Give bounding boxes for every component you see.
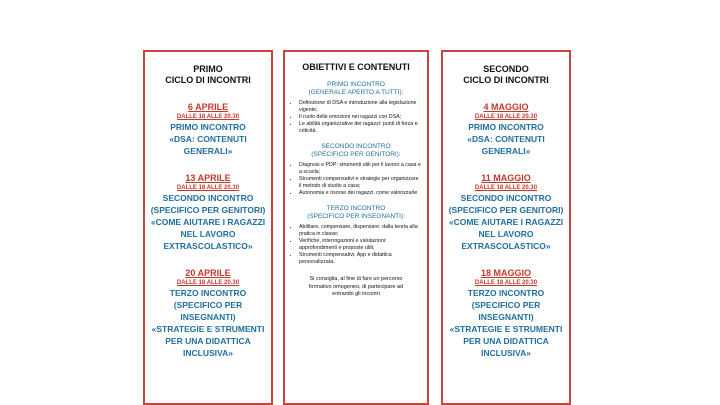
title-line: TERZO INCONTRO xyxy=(326,205,386,212)
section-title xyxy=(285,205,427,221)
event-date: 20 APRILE xyxy=(185,268,231,278)
title-line: (SPECIFICO PER GENITORI) xyxy=(448,205,564,215)
second-cycle-panel xyxy=(441,50,571,405)
title-line: SECONDO INCONTRO xyxy=(162,193,254,203)
title-line: PRIMO INCONTRO xyxy=(327,81,385,88)
objectives-section xyxy=(285,205,427,266)
title-line: (SPECIFICO PER INSEGNANTI) xyxy=(471,300,541,322)
event-date: 18 MAGGIO xyxy=(480,268,531,278)
title-line: NEL LAVORO xyxy=(478,229,534,239)
heading-line: SECONDO xyxy=(483,64,529,74)
event-date: 11 MAGGIO xyxy=(481,173,531,183)
title-line: «DSA: CONTENUTI xyxy=(169,134,247,144)
event-block xyxy=(145,173,271,252)
title-line: PER UNA DIDATTICA xyxy=(463,336,549,346)
list-item: • Strumenti compensativi, App e didattica personalizzata. xyxy=(299,252,421,266)
title-line: (SPECIFICO PER INSEGNANTI): xyxy=(307,213,405,220)
title-line: GENERALI» xyxy=(183,146,233,156)
title-line: SECONDO INCONTRO xyxy=(321,143,391,150)
first-cycle-panel xyxy=(143,50,273,405)
event-date: 6 APRILE xyxy=(187,102,229,112)
list-item: • Verifiche, interrogazioni e valutazioni: approfondimenti e proposte utili; xyxy=(299,238,421,252)
objectives-panel xyxy=(283,50,429,405)
note-line: formativo omogeneo, di partecipare ad xyxy=(308,283,404,290)
title-line: TERZO INCONTRO xyxy=(467,288,545,298)
event-title xyxy=(443,121,569,157)
list-item: • Strumenti compensativi e strategie per organizzare il metodo di studio a casa; xyxy=(299,176,421,190)
title-line: INCLUSIVA» xyxy=(481,348,531,358)
note-line: entrambi gli incontri xyxy=(332,291,380,297)
title-line: PER UNA DIDATTICA xyxy=(165,336,251,346)
title-line: GENERALI» xyxy=(481,146,531,156)
section-title xyxy=(285,143,427,159)
title-line: NEL LAVORO xyxy=(180,229,236,239)
list-item: • Abilitare, compensare, dispensare: dalla teoria alla pratica in classe; xyxy=(299,224,421,238)
title-line: (SPECIFICO PER INSEGNANTI) xyxy=(173,300,243,322)
title-line: «DSA: CONTENUTI xyxy=(467,134,545,144)
list-item: • Le abilità organizzative dei ragazzi: punti di forza e criticità. xyxy=(299,121,421,135)
event-time: DALLE 18 ALLE 20.30 xyxy=(176,185,240,191)
title-line: (SPECIFICO PER GENITORI) xyxy=(150,205,266,215)
event-title xyxy=(145,287,271,359)
title-line: (SPECIFICO PER GENITORI): xyxy=(311,151,401,158)
event-title xyxy=(443,287,569,359)
event-block xyxy=(145,102,271,157)
title-line: (GENERALE APERTO A TUTTI): xyxy=(308,89,404,96)
event-block xyxy=(443,173,569,252)
event-title xyxy=(145,192,271,252)
title-line: INCLUSIVA» xyxy=(183,348,233,358)
event-date: 4 MAGGIO xyxy=(483,102,529,112)
heading-line: CICLO DI INCONTRI xyxy=(463,75,549,85)
list-item: • Autonomia e risorse dei ragazzi, come valorizzarle xyxy=(299,190,421,197)
title-line: «COME AIUTARE I RAGAZZI xyxy=(150,217,266,227)
advice-note xyxy=(285,276,427,299)
heading-line: PRIMO xyxy=(193,64,223,74)
title-line: «STRATEGIE E STRUMENTI xyxy=(449,324,563,334)
event-block xyxy=(443,268,569,359)
objectives-section xyxy=(285,143,427,197)
event-time: DALLE 18 ALLE 20.30 xyxy=(474,114,538,120)
first-cycle-heading xyxy=(145,64,271,86)
section-title xyxy=(285,81,427,97)
objectives-list xyxy=(285,162,427,197)
title-line: PRIMO INCONTRO xyxy=(170,122,246,132)
event-time: DALLE 18 ALLE 20.30 xyxy=(176,114,240,120)
title-line: «COME AIUTARE I RAGAZZI xyxy=(448,217,564,227)
event-block xyxy=(443,102,569,157)
list-item: • Diagnosi e PDP: strumenti utili per il lavoro a casa e a scuola; xyxy=(299,162,421,176)
event-title xyxy=(443,192,569,252)
title-line: EXTRASCOLASTICO» xyxy=(163,241,253,251)
title-line: «STRATEGIE E STRUMENTI xyxy=(151,324,265,334)
event-time: DALLE 18 ALLE 20.30 xyxy=(176,280,240,286)
event-block xyxy=(145,268,271,359)
objectives-section xyxy=(285,81,427,135)
title-line: SECONDO INCONTRO xyxy=(460,193,552,203)
event-title xyxy=(145,121,271,157)
note-line: Si consiglia, al fine di fare un percorso xyxy=(309,276,403,282)
event-time: DALLE 18 ALLE 20.30 xyxy=(474,280,538,286)
list-item: • Definizione di DSA e introduzione alla legislazione vigente; xyxy=(299,100,421,114)
objectives-list xyxy=(285,100,427,135)
title-line: PRIMO INCONTRO xyxy=(468,122,544,132)
second-cycle-heading xyxy=(443,64,569,86)
list-item: • Il ruolo delle emozioni nei ragazzi con DSA; xyxy=(299,114,421,121)
objectives-list xyxy=(285,224,427,266)
heading-line: CICLO DI INCONTRI xyxy=(165,75,251,85)
event-date: 13 APRILE xyxy=(185,173,231,183)
title-line: EXTRASCOLASTICO» xyxy=(461,241,551,251)
event-time: DALLE 18 ALLE 20.30 xyxy=(474,185,538,191)
objectives-heading: OBIETTIVI E CONTENUTI xyxy=(302,62,410,72)
title-line: TERZO INCONTRO xyxy=(169,288,247,298)
